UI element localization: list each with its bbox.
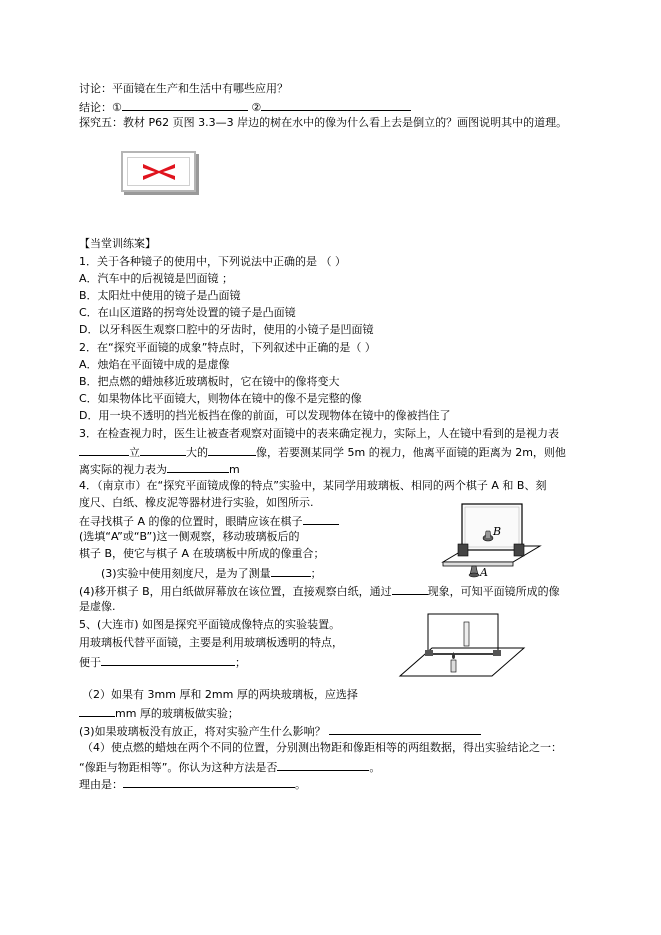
left-support <box>458 544 468 556</box>
q3-line2 <box>79 444 566 460</box>
right-support <box>514 544 524 556</box>
q4-line3 <box>79 513 339 529</box>
q4-line7-tail: 现象，可知平面镜所成的像 <box>427 585 560 598</box>
q4-line8: 是虚像. <box>79 600 116 613</box>
q4-line4: (选填“A”或“B”)这一侧观察，移动玻璃板后的 <box>79 530 300 543</box>
answer-blank[interactable] <box>79 705 115 717</box>
answer-blank[interactable] <box>122 99 248 111</box>
answer-blank[interactable] <box>123 776 295 788</box>
q5-line1: 5、(大连市) 如图是探究平面镜成像特点的实验装置。 <box>79 618 341 631</box>
candle-mirror-figure <box>398 608 526 678</box>
q3-text-da: 大的 <box>186 446 208 459</box>
q5-line4: （2）如果有 3mm 厚和 2mm 厚的两块玻璃板，应选择 <box>82 688 358 701</box>
q5-line7: （4）使点燃的蜡烛在两个不同的位置，分别测出物距和像距相等的两组数据，得出实验结论之一： <box>82 741 562 754</box>
answer-blank[interactable] <box>277 759 369 771</box>
discussion-question: 讨论：平面镜在生产和生活中有哪些应用？ <box>79 82 288 95</box>
q2-option-b: B．把点燃的蜡烛移近玻璃板时，它在镜中的像将变大 <box>79 375 340 388</box>
q1-answer-paren[interactable]: （ ） <box>320 255 346 268</box>
q3-text-li: 立 <box>129 446 140 459</box>
answer-blank[interactable] <box>329 723 481 735</box>
q2-option-c: C．如果物体比平面镜大，则物体在镜中的像不是完整的像 <box>79 392 362 405</box>
q1-option-d: D．以牙科医生观察口腔中的牙齿时，使用的小镜子是凹面镜 <box>79 323 374 336</box>
q2-option-a: A．烛焰在平面镜中成的是虚像 <box>79 358 230 371</box>
answer-blank[interactable] <box>392 583 428 595</box>
conclusion-line <box>79 99 411 115</box>
label-a: A <box>480 566 488 579</box>
unlit-candle <box>464 622 469 646</box>
q5-line6-text: (3)如果玻璃板没有放正，将对实验产生什么影响？ <box>79 725 326 738</box>
answer-blank[interactable] <box>167 461 229 473</box>
label-b: B <box>493 525 502 538</box>
conclusion-number-2: ② <box>251 101 262 114</box>
glass-plate <box>462 504 522 550</box>
answer-blank[interactable] <box>208 444 256 456</box>
q3-line3 <box>79 461 240 477</box>
candle-flame <box>452 652 455 659</box>
q4-line6-tail: ； <box>310 567 322 580</box>
answer-blank[interactable] <box>101 654 235 666</box>
chess-mirror-figure <box>440 500 544 582</box>
q4-line2: 度尺、白纸、橡皮泥等器材进行实验，如图所示. <box>79 496 314 509</box>
broken-image-placeholder <box>121 151 196 192</box>
q3-text-rest: 像，若要测某同学 5m 的视力，他离平面镜的距离为 2m，则他 <box>256 446 566 459</box>
q5-line9-text: 理由是： <box>79 778 123 791</box>
q2-option-d: D．用一块不透明的挡光板挡在像的前面，可以发现物体在镜中的像被挡住了 <box>79 409 451 422</box>
q1-option-a-text: A．汽车中的后视镜是凹面镜 <box>79 272 219 285</box>
q5-line8-tail: 。 <box>369 761 381 774</box>
answer-blank[interactable] <box>271 565 311 577</box>
q1-stem <box>79 255 346 269</box>
q5-line2: 用玻璃板代替平面镜，主要是利用玻璃板透明的特点， <box>79 636 343 649</box>
q5-line8 <box>79 759 380 775</box>
q4-line1: 4．（南京市）在“探究平面镜成像的特点”实验中，某同学用玻璃板、相同的两个棋子 A 和 B、刻 <box>79 479 547 492</box>
q4-line5: 棋子 B，使它与棋子 A 在玻璃板中所成的像重合； <box>79 547 325 560</box>
answer-blank[interactable] <box>140 444 186 456</box>
q5-line9 <box>79 776 306 792</box>
answer-blank[interactable] <box>303 513 339 525</box>
explore-five: 探究五：教材 P62 页图 3.3—3 岸边的树在水中的像为什么看上去是倒立的？画图说明其中的道理。 <box>79 116 568 129</box>
q5-line6 <box>79 723 481 739</box>
q1-option-c: C．在山区道路的拐弯处设置的镜子是凸面镜 <box>79 306 296 319</box>
q3-text-distance: 离实际的视力表为 <box>79 463 167 476</box>
q5-line5 <box>79 705 239 721</box>
q4-line6 <box>101 565 322 581</box>
answer-blank[interactable] <box>261 99 411 111</box>
lit-candle <box>451 660 456 672</box>
q5-line8-text: “像距与物距相等”。你认为这种方法是否 <box>79 761 278 774</box>
q3-unit: m <box>229 463 240 476</box>
broken-image-icon <box>139 161 179 183</box>
q1-stem-text: 1．关于各种镜子的使用中，下列说法中正确的是 <box>79 255 317 268</box>
q5-line3-text: 便于 <box>79 656 101 669</box>
q4-line7-text: (4)移开棋子 B，用白纸做屏幕放在该位置，直接观察白纸，通过 <box>79 585 392 598</box>
q5-line3 <box>79 654 246 670</box>
section-heading: 【当堂训练案】 <box>79 237 156 250</box>
q2-stem: 2．在“探究平面镜的成象”特点时，下列叙述中正确的是（ ） <box>79 341 376 354</box>
table-plane <box>400 648 524 676</box>
answer-blank[interactable] <box>79 444 129 456</box>
conclusion-label: 结论：① <box>79 101 122 114</box>
q1-option-a <box>79 272 233 286</box>
q1-option-b: B．太阳灶中使用的镜子是凸面镜 <box>79 289 241 302</box>
q4-line7 <box>79 583 560 599</box>
q5-line9-tail: 。 <box>295 778 306 791</box>
q3-line1: 3．在检查视力时，医生让被查者观察对面镜中的表来确定视力，实际上，人在镜中看到的是视力表 <box>79 427 559 440</box>
q5-line3-tail: ； <box>235 656 246 669</box>
q4-line3-text: 在寻找棋子 A 的像的位置时，眼睛应该在棋子 <box>79 515 303 528</box>
q5-line5-text: mm 厚的玻璃板做实验； <box>115 707 239 720</box>
q1-option-a-tail: ； <box>222 272 234 285</box>
q4-line6-text: (3)实验中使用刻度尺，是为了测量 <box>101 567 271 580</box>
